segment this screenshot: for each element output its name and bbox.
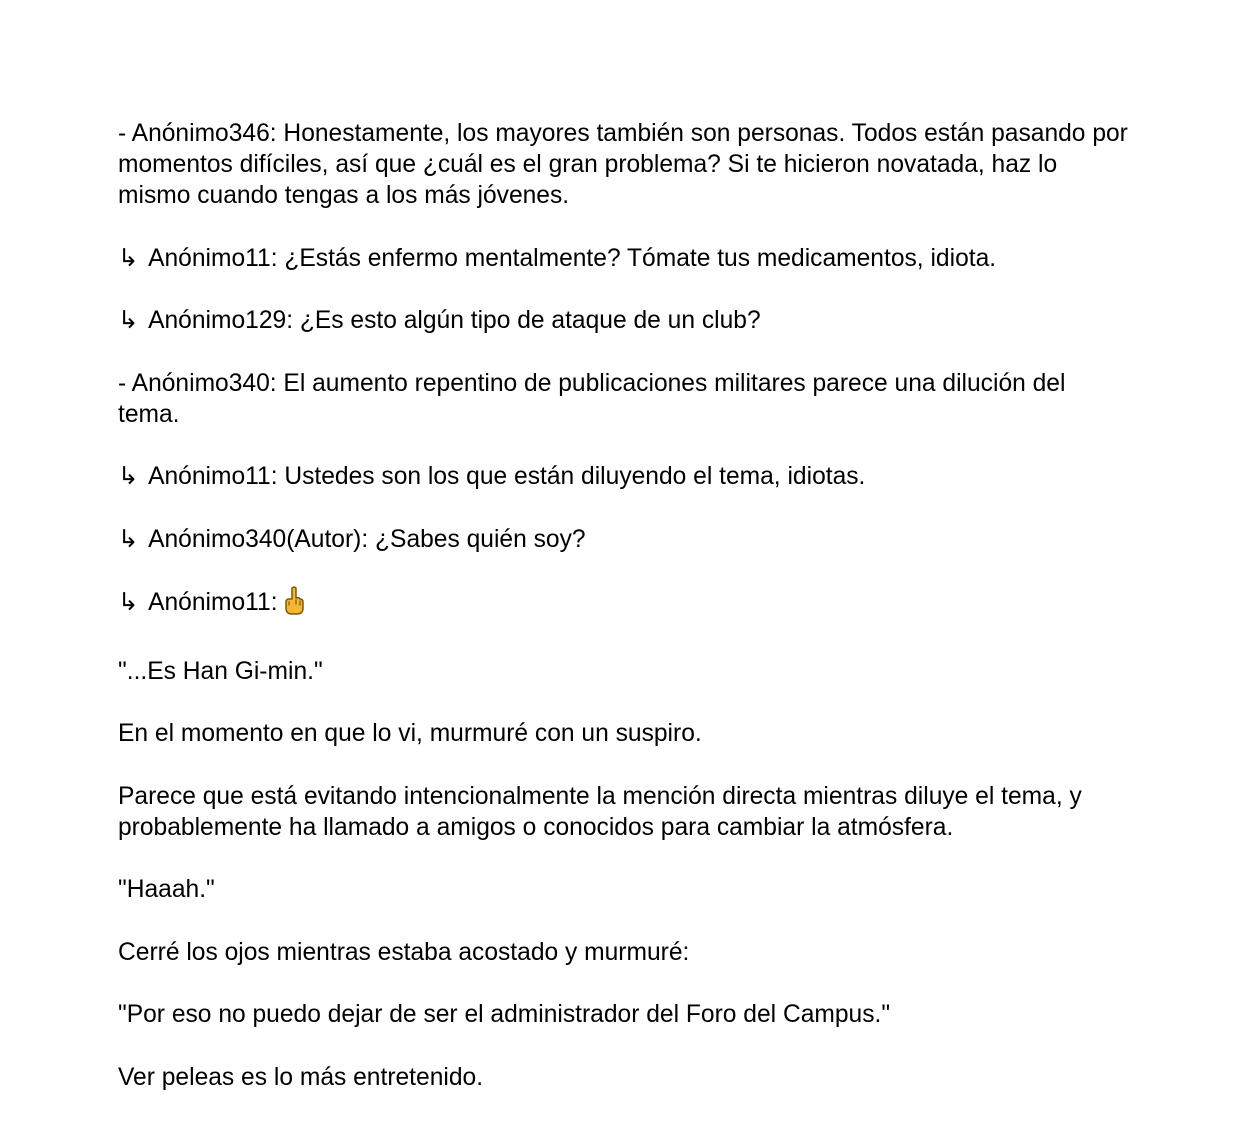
reply-text: Anónimo129: ¿Es esto algún tipo de ataque de un club? (148, 307, 761, 334)
reply-text: Anónimo11: (148, 589, 278, 616)
reply-arrow-icon: ↳ (118, 307, 139, 334)
narration-sigh: En el momento en que lo vi, murmuré con un suspiro. (118, 720, 702, 747)
reply-arrow-icon: ↳ (118, 525, 139, 553)
reply-anonimo11-second (118, 461, 1128, 492)
dialogue-haaah: "Haaah." (118, 876, 215, 903)
reply-arrow-icon: ↳ (118, 244, 139, 272)
document-body (118, 118, 1128, 1124)
reply-text: Anónimo11: ¿Estás enfermo mentalmente? Tómate tus medicamentos, idiota. (148, 244, 997, 272)
dialogue-han-gi-min: "...Es Han Gi-min." (118, 657, 323, 685)
reply-anonimo129 (118, 305, 1128, 336)
dialogue-admin: "Por eso no puedo dejar de ser el administrador del Foro del Campus." (118, 1001, 891, 1028)
reply-text: Anónimo340(Autor): ¿Sabes quién soy? (148, 525, 586, 553)
narration-closed-eyes: Cerré los ojos mientras estaba acostado y murmuré: (118, 938, 690, 966)
reply-anonimo340-author (118, 524, 1128, 555)
narration-analysis: Parece que está evitando intencionalmente la mención directa mientras diluye el tema, y probablemente ha llamado a amigos o conocidos para cambiar la atmósfera. (118, 782, 1082, 841)
comment-anonimo340: - Anónimo340: El aumento repentino de publicaciones militares parece una dilución del tema. (118, 369, 1066, 428)
comment-anonimo346: - Anónimo346: Honestamente, los mayores también son personas. Todos están pasando por momentos difíciles, así que ¿cuál es el gran problema? Si te hicieron novatada, haz lo mismo cuando tengas a los más jóvenes. (118, 120, 1128, 209)
narration-fights: Ver peleas es lo más entretenido. (118, 1063, 484, 1091)
middle-finger-emoji-icon (282, 586, 306, 624)
reply-arrow-icon: ↳ (118, 589, 139, 616)
reply-anonimo11-emoji (118, 586, 1128, 624)
reply-arrow-icon: ↳ (118, 463, 139, 490)
reply-anonimo11-first (118, 243, 1128, 274)
reply-text: Anónimo11: Ustedes son los que están diluyendo el tema, idiotas. (148, 463, 866, 490)
